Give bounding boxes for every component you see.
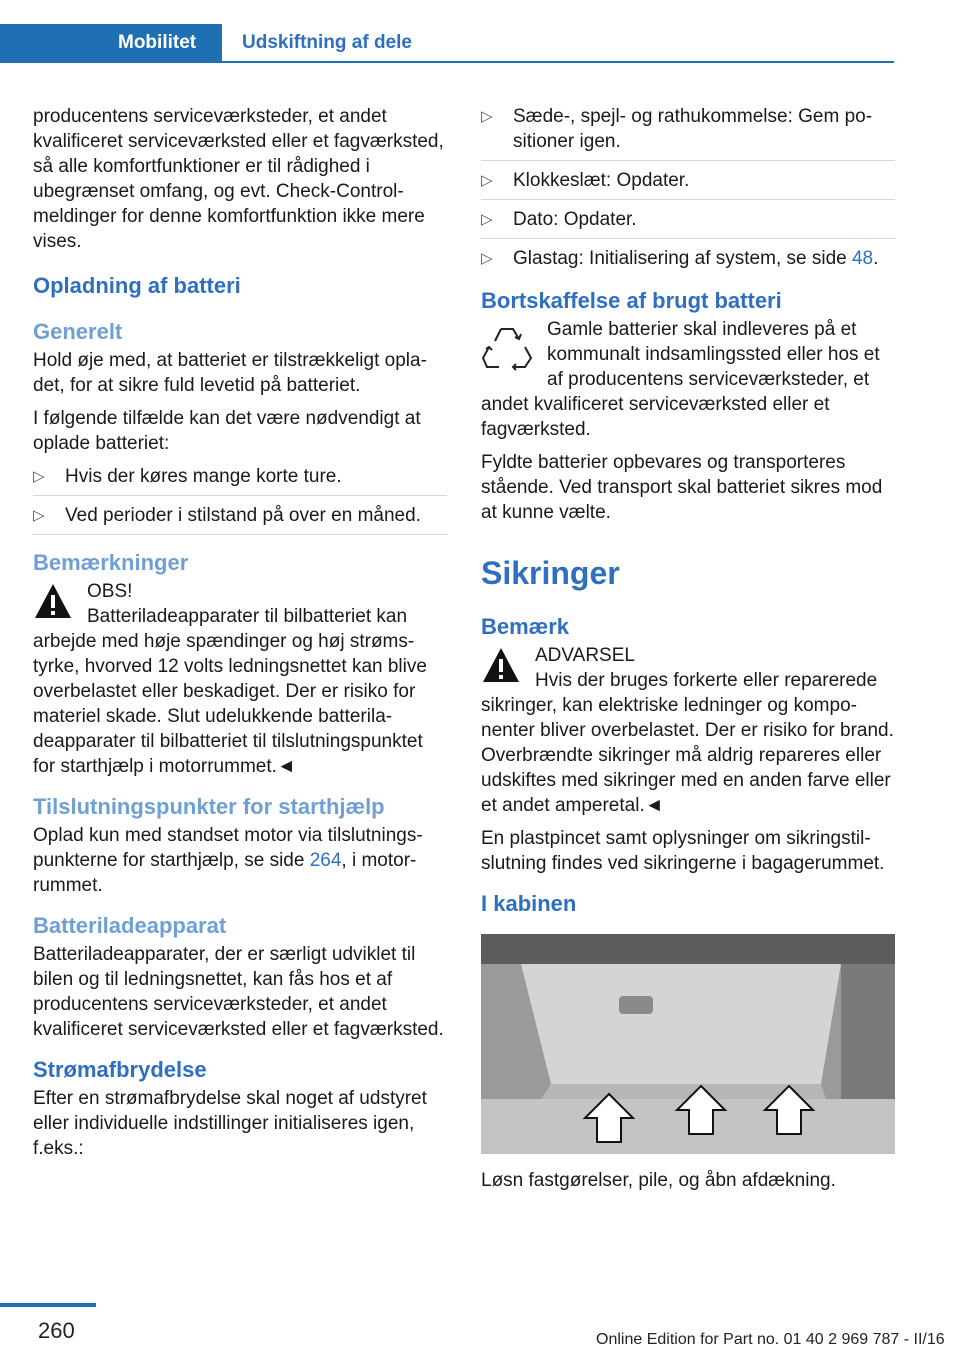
plastpincet-paragraph: En plastpincet samt oplysninger om sikringstilslutning findes ved sikringerne i bagagerummet. (481, 828, 885, 874)
ladeapparat-paragraph: Batteriladeapparater, der er særligt udviklet til bilen og til ledningsnettet, kan fås hos et af producentens serviceværksteder, et andet kvalificeret serviceværksted eller et fagværksted. (33, 944, 444, 1040)
fyldte-paragraph: Fyldte batterier opbevares og transporteres stående. Ved transport skal batteriet sikres mod at kunne vælte. (481, 452, 883, 523)
heading-stroemafbrydelse: Strømafbrydelse (33, 1057, 207, 1082)
list-item: ▷ Ved perioder i stilstand på over en måned. (33, 503, 447, 535)
warning-icon (33, 581, 73, 621)
page-link-264[interactable]: 264 (309, 850, 342, 871)
heading-bortskaffelse: Bortskaffelse af brugt batteri (481, 288, 782, 313)
heading-tilslutning: Tilslutningspunkter for starthjælp (33, 794, 385, 819)
triangle-bullet-icon: ▷ (481, 172, 493, 189)
heading-opladning: Opladning af batteri (33, 273, 241, 298)
heading-sikringer: Sikringer (481, 555, 620, 591)
heading-bemaerkninger: Bemærkninger (33, 550, 189, 575)
warning-title: ADVARSEL (535, 645, 635, 666)
intro-paragraph: producentens serviceværksteder, et andet kvalificeret serviceværksted eller et fagværksted, så alle komfortfunktioner er til rådighed i ubegrænset omfang, og evt. Check-Control-meldinger for denne komfortfunktion ikke mere vises. (33, 106, 444, 252)
triangle-bullet-icon: ▷ (481, 108, 493, 125)
recycle-notice (481, 317, 895, 442)
triangle-bullet-icon: ▷ (481, 211, 493, 228)
footer-rule (0, 1303, 96, 1307)
tilslutning-paragraph: Oplad kun med standset motor via tilslutningspunkterne for starthjælp, se side 264, i motorrummet. (33, 825, 423, 896)
warning-text: Hvis der bruges forkerte eller reparerede sikringer, kan elektriske ledninger og komponenter bliver overbelastet. Der er risiko for brand. Overbrændte sikringer må aldrig repareres eller udskiftes med sikringer med en anden farve eller et andet amperetal.◄ (481, 670, 894, 816)
page-number: 260 (38, 1318, 75, 1343)
page-link-48[interactable]: 48 (851, 248, 874, 269)
triangle-bullet-icon: ▷ (33, 507, 45, 524)
warning-notice (481, 643, 895, 818)
left-column (33, 104, 447, 1169)
heading-ladeapparat: Batteriladeapparat (33, 913, 227, 938)
warning-icon (481, 645, 521, 685)
warning-title: OBS! (87, 581, 133, 602)
warning-notice (33, 579, 447, 779)
header-rule (0, 61, 894, 63)
generelt-paragraph: Hold øje med, at batteriet er tilstrækkeligt opladet, for at sikre fuld levetid på batteriet. (33, 350, 427, 396)
chapter-title: Udskiftning af dele (242, 32, 412, 53)
triangle-bullet-icon: ▷ (481, 250, 493, 267)
photo-caption: Løsn fastgørelser, pile, og åbn afdækning. (481, 1170, 836, 1191)
edition-text: Online Edition for Part no. 01 40 2 969 787 - II/16 (596, 1331, 945, 1348)
charge-cases-list (33, 464, 447, 535)
recycle-icon (481, 321, 533, 373)
list-item: ▷ Klokkeslæt: Opdater. (481, 168, 895, 200)
list-item: ▷ Sæde-, spejl- og rathukommelse: Gem positioner igen. (481, 104, 895, 161)
bortskaffelse-paragraph: Gamle batterier skal indleveres på et kommunalt indsamlingssted eller hos et af producentens serviceværksteder, et andet kvalificeret serviceværksted eller et fagværksted. (481, 319, 880, 440)
page-header (0, 0, 960, 64)
heading-bemaerk: Bemærk (481, 614, 570, 639)
right-column (481, 104, 895, 1201)
list-item: ▷ Glastag: Initialisering af system, se side 48. (481, 248, 879, 269)
heading-kabinen: I kabinen (481, 891, 577, 916)
warning-text: Batteriladeapparater til bilbatteriet kan arbejde med høje spændinger og høj strømstyrke, hvorved 12 volts ledningsnettet kan blive overbelastet eller beskadiget. Der er risiko for materiel skade. Slut udelukkende batteriladeapparater til bilbatteriet til tilslutningspunktet for starthjælp i motorrummet.◄ (33, 606, 427, 777)
section-tab-mobilitet: Mobilitet (0, 24, 222, 61)
list-item: ▷ Hvis der køres mange korte ture. (33, 464, 447, 496)
glovebox-photo (481, 934, 895, 1154)
tilfaelde-paragraph: I følgende tilfælde kan det være nødvendigt at oplade batteriet: (33, 408, 421, 454)
stroem-paragraph: Efter en strømafbrydelse skal noget af udstyret eller individuelle indstillinger initialiseres igen, f.eks.: (33, 1088, 427, 1159)
reset-list (481, 104, 895, 277)
heading-generelt: Generelt (33, 319, 123, 344)
list-item: ▷ Dato: Opdater. (481, 207, 895, 239)
triangle-bullet-icon: ▷ (33, 468, 45, 485)
